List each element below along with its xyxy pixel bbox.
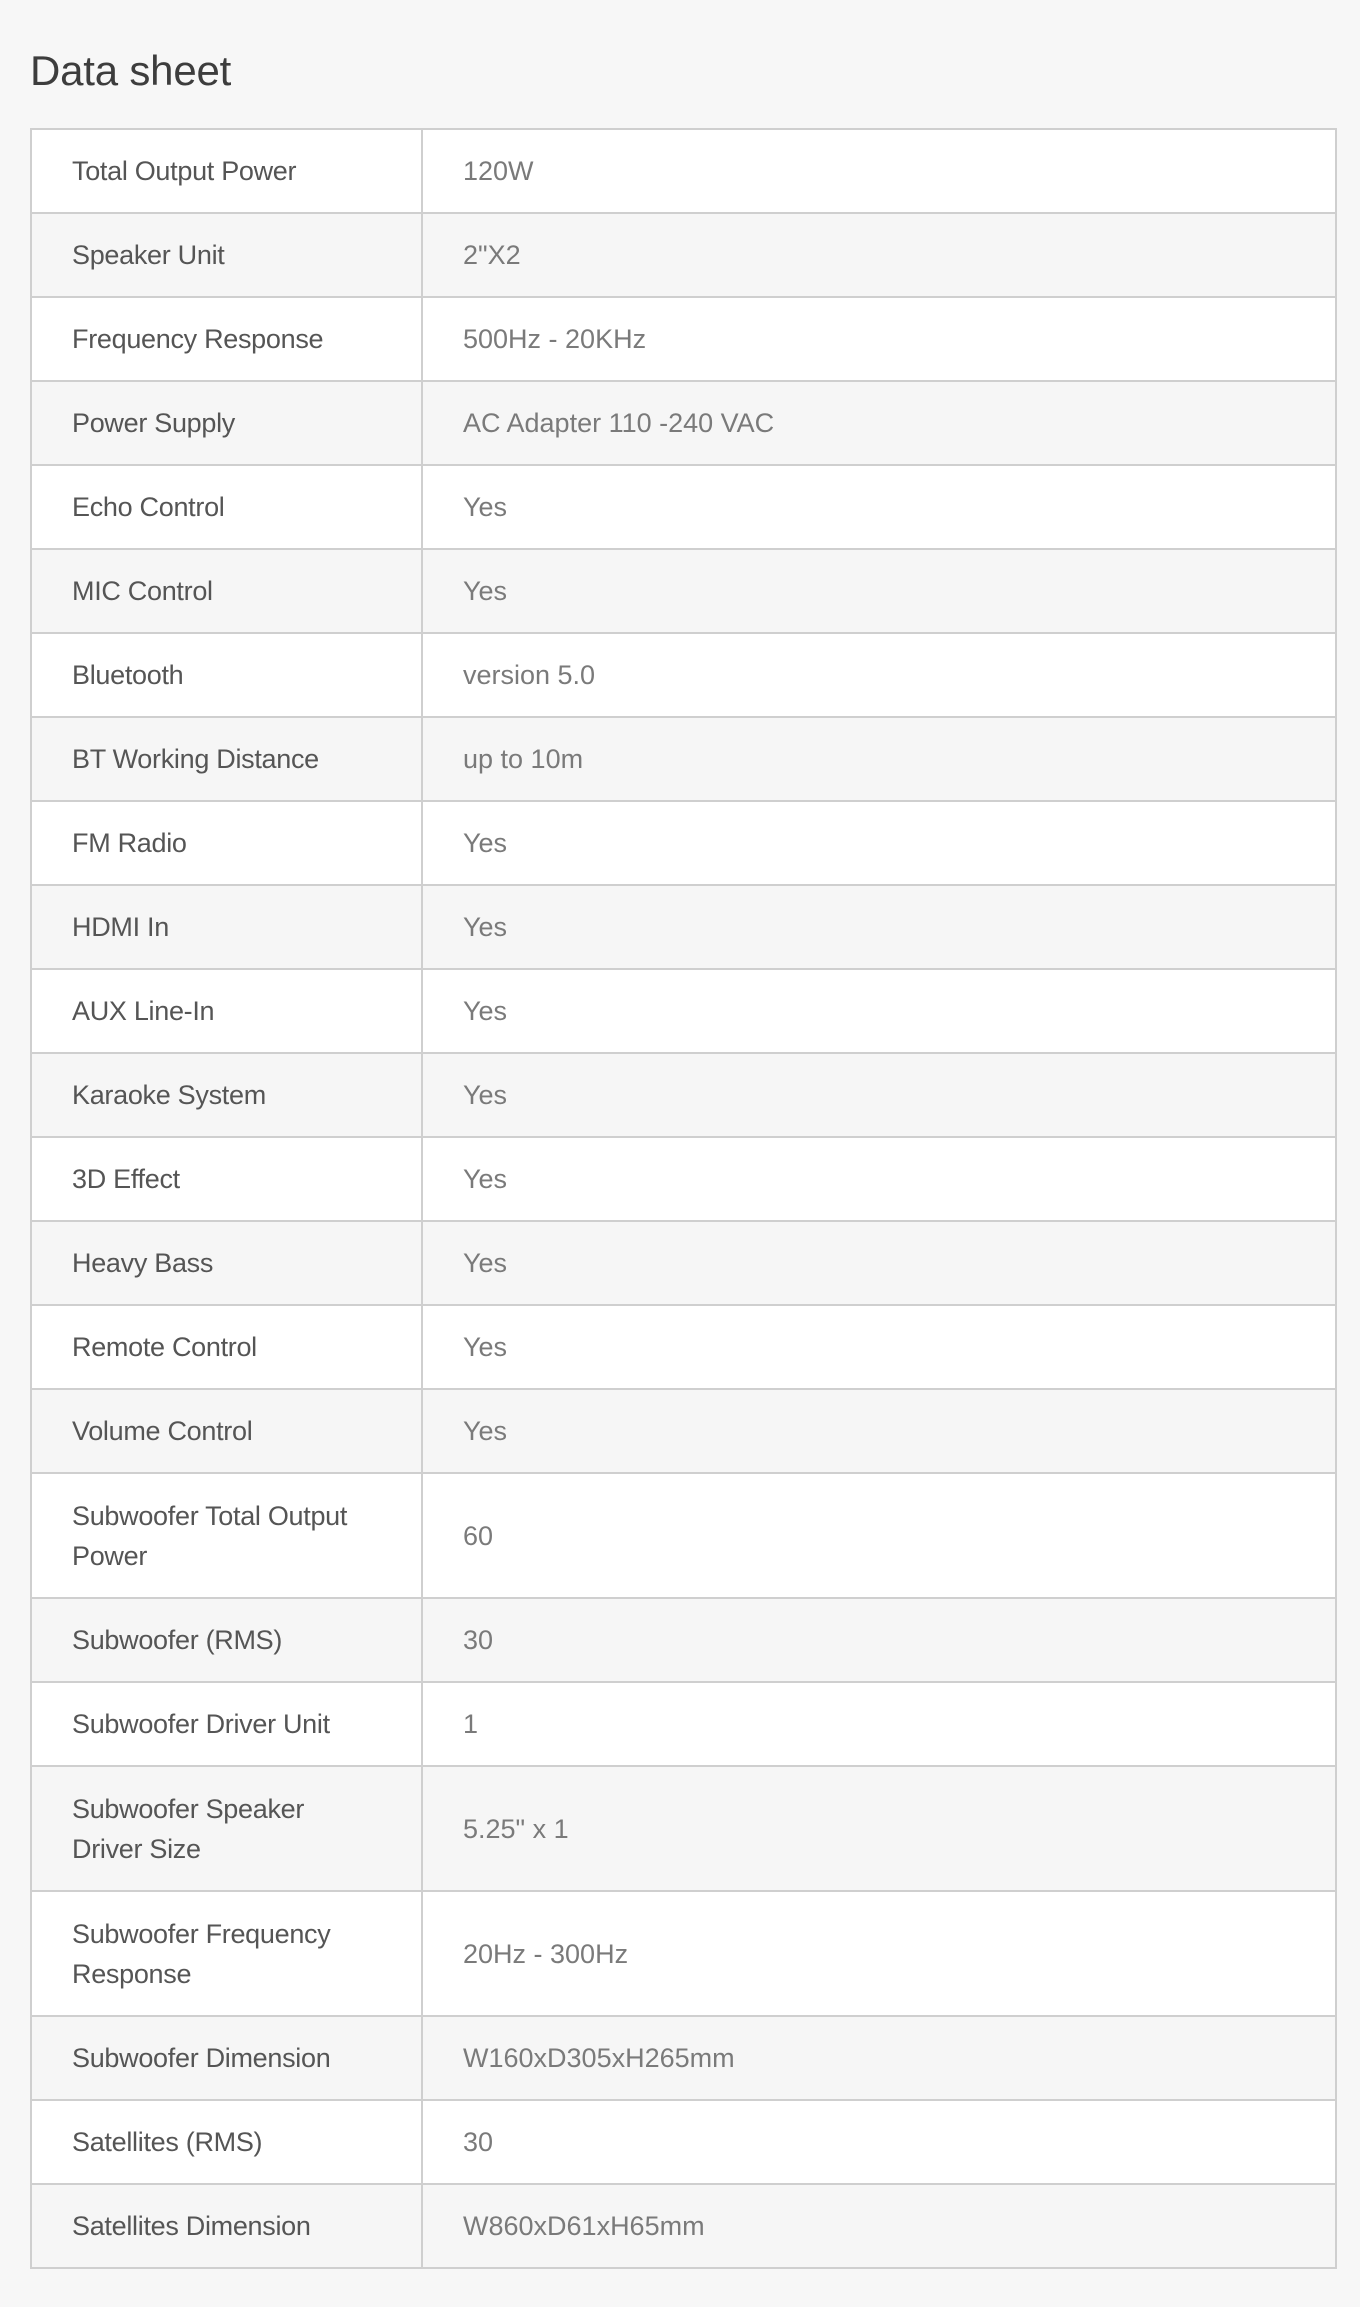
spec-label: Subwoofer (RMS): [31, 1598, 422, 1682]
spec-value: Yes: [422, 1137, 1336, 1221]
spec-label: Frequency Response: [31, 297, 422, 381]
spec-label: Speaker Unit: [31, 213, 422, 297]
table-row: [31, 465, 1336, 549]
spec-value: Yes: [422, 885, 1336, 969]
table-row: [31, 2184, 1336, 2268]
table-row: [31, 633, 1336, 717]
spec-value: 5.25" x 1: [422, 1766, 1336, 1891]
spec-value: Yes: [422, 1053, 1336, 1137]
spec-label: BT Working Distance: [31, 717, 422, 801]
spec-value: 20Hz - 300Hz: [422, 1891, 1336, 2016]
spec-label: Subwoofer Speaker Driver Size: [31, 1766, 422, 1891]
table-row: [31, 129, 1336, 213]
table-row: [31, 1682, 1336, 1766]
spec-value: Yes: [422, 1389, 1336, 1473]
spec-label: Remote Control: [31, 1305, 422, 1389]
spec-value: Yes: [422, 549, 1336, 633]
spec-value: 1: [422, 1682, 1336, 1766]
spec-label: Power Supply: [31, 381, 422, 465]
table-row: [31, 297, 1336, 381]
table-row: [31, 381, 1336, 465]
spec-value: Yes: [422, 1305, 1336, 1389]
spec-value: 30: [422, 2100, 1336, 2184]
table-row: [31, 1305, 1336, 1389]
table-row: [31, 885, 1336, 969]
spec-label: Echo Control: [31, 465, 422, 549]
spec-label: Satellites Dimension: [31, 2184, 422, 2268]
spec-value: 30: [422, 1598, 1336, 1682]
table-row: [31, 717, 1336, 801]
spec-value: 60: [422, 1473, 1336, 1598]
spec-label: Volume Control: [31, 1389, 422, 1473]
spec-value: up to 10m: [422, 717, 1336, 801]
spec-label: 3D Effect: [31, 1137, 422, 1221]
spec-label: Satellites (RMS): [31, 2100, 422, 2184]
spec-label: Subwoofer Driver Unit: [31, 1682, 422, 1766]
spec-value: Yes: [422, 465, 1336, 549]
spec-value: W860xD61xH65mm: [422, 2184, 1336, 2268]
spec-label: Karaoke System: [31, 1053, 422, 1137]
page-title: Data sheet: [30, 47, 232, 94]
spec-value: AC Adapter 110 -240 VAC: [422, 381, 1336, 465]
table-row: [31, 1389, 1336, 1473]
table-row: [31, 1473, 1336, 1598]
table-row: [31, 213, 1336, 297]
spec-value: Yes: [422, 801, 1336, 885]
spec-label: Total Output Power: [31, 129, 422, 213]
spec-value: Yes: [422, 969, 1336, 1053]
spec-label: MIC Control: [31, 549, 422, 633]
spec-label: Subwoofer Total Output Power: [31, 1473, 422, 1598]
table-row: [31, 969, 1336, 1053]
spec-value: Yes: [422, 1221, 1336, 1305]
spec-label: HDMI In: [31, 885, 422, 969]
table-row: [31, 2100, 1336, 2184]
table-row: [31, 1221, 1336, 1305]
table-row: [31, 1891, 1336, 2016]
spec-label: FM Radio: [31, 801, 422, 885]
table-row: [31, 1598, 1336, 1682]
table-row: [31, 1053, 1336, 1137]
spec-value: 120W: [422, 129, 1336, 213]
table-row: [31, 2016, 1336, 2100]
spec-label: Subwoofer Frequency Response: [31, 1891, 422, 2016]
table-row: [31, 801, 1336, 885]
spec-value: version 5.0: [422, 633, 1336, 717]
data-sheet-table: [30, 128, 1337, 2269]
spec-label: Subwoofer Dimension: [31, 2016, 422, 2100]
spec-label: AUX Line-In: [31, 969, 422, 1053]
spec-value: W160xD305xH265mm: [422, 2016, 1336, 2100]
spec-label: Bluetooth: [31, 633, 422, 717]
table-row: [31, 1766, 1336, 1891]
spec-value: 500Hz - 20KHz: [422, 297, 1336, 381]
table-row: [31, 1137, 1336, 1221]
spec-value: 2"X2: [422, 213, 1336, 297]
spec-label: Heavy Bass: [31, 1221, 422, 1305]
table-row: [31, 549, 1336, 633]
